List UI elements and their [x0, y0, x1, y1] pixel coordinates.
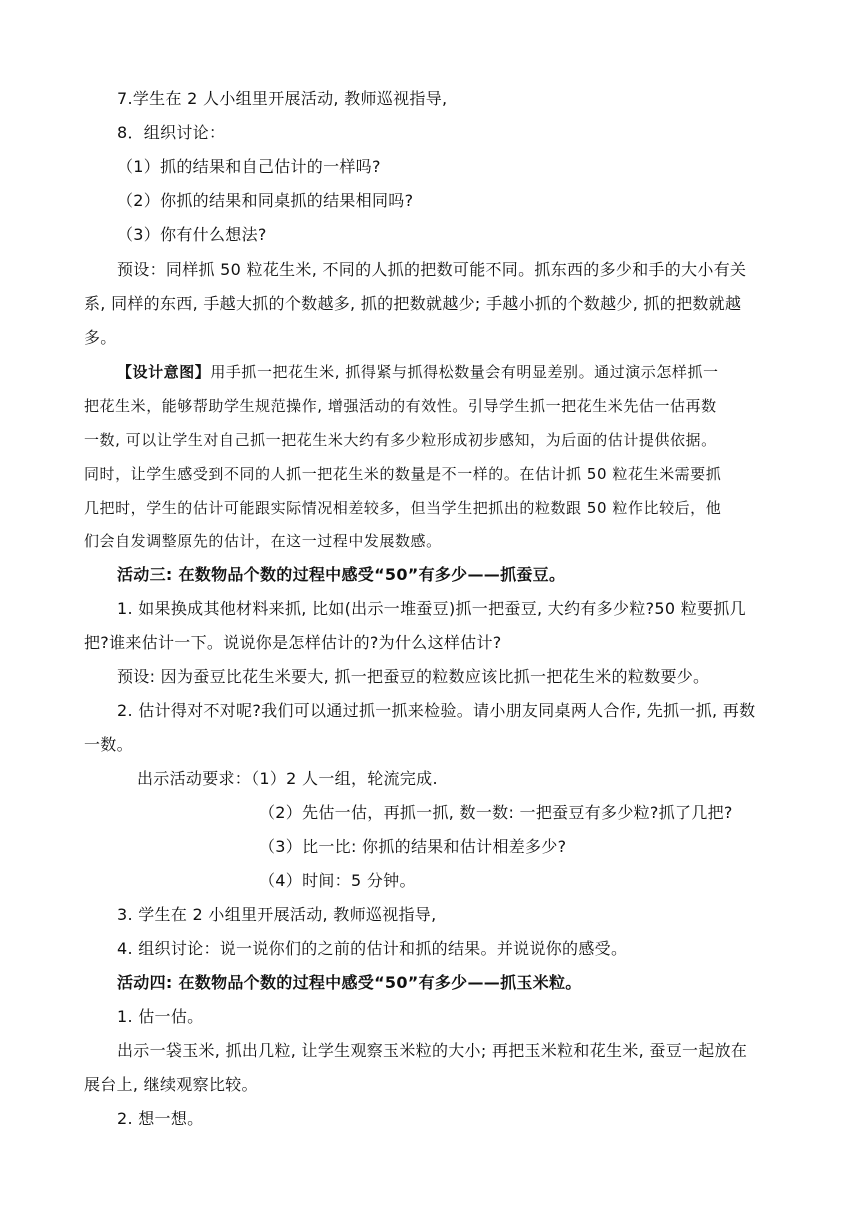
text-line: 展台上, 继续观察比较。	[84, 1075, 258, 1094]
design-intent-paragraph-start	[117, 360, 719, 384]
design-intent-label: 【设计意图】	[117, 363, 211, 381]
list-item: （3）比一比: 你抓的结果和估计相差多少?	[259, 837, 567, 856]
list-item: （1）抓的结果和自己估计的一样吗?	[117, 157, 381, 176]
list-item: （2）你抓的结果和同桌抓的结果相同吗?	[117, 191, 414, 210]
section-heading: 活动四: 在数物品个数的过程中感受“50”有多少——抓玉米粒。	[117, 973, 582, 992]
text-line: 1. 估一估。	[117, 1007, 204, 1026]
text-line: 2. 想一想。	[117, 1109, 204, 1128]
text-line: 系, 同样的东西, 手越大抓的个数越多, 抓的把数就越少; 手越小抓的个数越少, 抓的把数就越	[84, 294, 742, 313]
list-item: （4）时间：5 分钟。	[259, 871, 416, 890]
text-line: 7.学生在 2 人小组里开展活动, 教师巡视指导,	[117, 89, 448, 108]
text-line: 一数, 可以让学生对自己抓一把花生米大约有多少粒形成初步感知，为后面的估计提供依据。	[84, 431, 717, 449]
text-line: 出示一袋玉米, 抓出几粒, 让学生观察玉米粒的大小; 再把玉米粒和花生米, 蚕豆一起放在	[117, 1041, 748, 1060]
text-line: 们会自发调整原先的估计，在这一过程中发展数感。	[84, 532, 442, 550]
text-line: 多。	[84, 328, 117, 347]
text-line: 2. 估计得对不对呢?我们可以通过抓一抓来检验。请小朋友同桌两人合作, 先抓一抓, 再数	[117, 701, 756, 720]
text-line: 3. 学生在 2 小组里开展活动, 教师巡视指导,	[117, 905, 437, 924]
text-line: 8．组织讨论：	[117, 123, 226, 142]
text-line: 把花生米，能够帮助学生规范操作, 增强活动的有效性。引导学生抓一把花生米先估一估再数	[84, 397, 717, 415]
text-line: 预设：同样抓 50 粒花生米, 不同的人抓的把数可能不同。抓东西的多少和手的大小有关	[117, 260, 747, 279]
text-line: 几把时，学生的估计可能跟实际情况相差较多，但当学生把抓出的粒数跟 50 粒作比较后，他	[84, 499, 722, 517]
text-line: 把?谁来估计一下。说说你是怎样估计的?为什么这样估计?	[84, 633, 502, 652]
text-line: 4. 组织讨论：说一说你们的之前的估计和抓的结果。并说说你的感受。	[117, 939, 628, 958]
text-line: 一数。	[84, 735, 133, 754]
activity-requirements: 出示活动要求：（1）2 人一组，轮流完成.	[137, 769, 438, 788]
text-line: 同时，让学生感受到不同的人抓一把花生米的数量是不一样的。在估计抓 50 粒花生米需要抓	[84, 465, 722, 483]
text-line: 用手抓一把花生米, 抓得紧与抓得松数量会有明显差别。通过演示怎样抓一	[210, 363, 719, 381]
list-item: （2）先估一估，再抓一抓, 数一数: 一把蚕豆有多少粒?抓了几把?	[259, 803, 733, 822]
text-line: 1. 如果换成其他材料来抓, 比如(出示一堆蚕豆)抓一把蚕豆, 大约有多少粒?50 粒要抓几	[117, 599, 746, 618]
section-heading: 活动三: 在数物品个数的过程中感受“50”有多少——抓蚕豆。	[117, 565, 566, 584]
text-line: 预设: 因为蚕豆比花生米要大, 抓一把蚕豆的粒数应该比抓一把花生米的粒数要少。	[117, 667, 710, 686]
list-item: （3）你有什么想法?	[117, 225, 267, 244]
